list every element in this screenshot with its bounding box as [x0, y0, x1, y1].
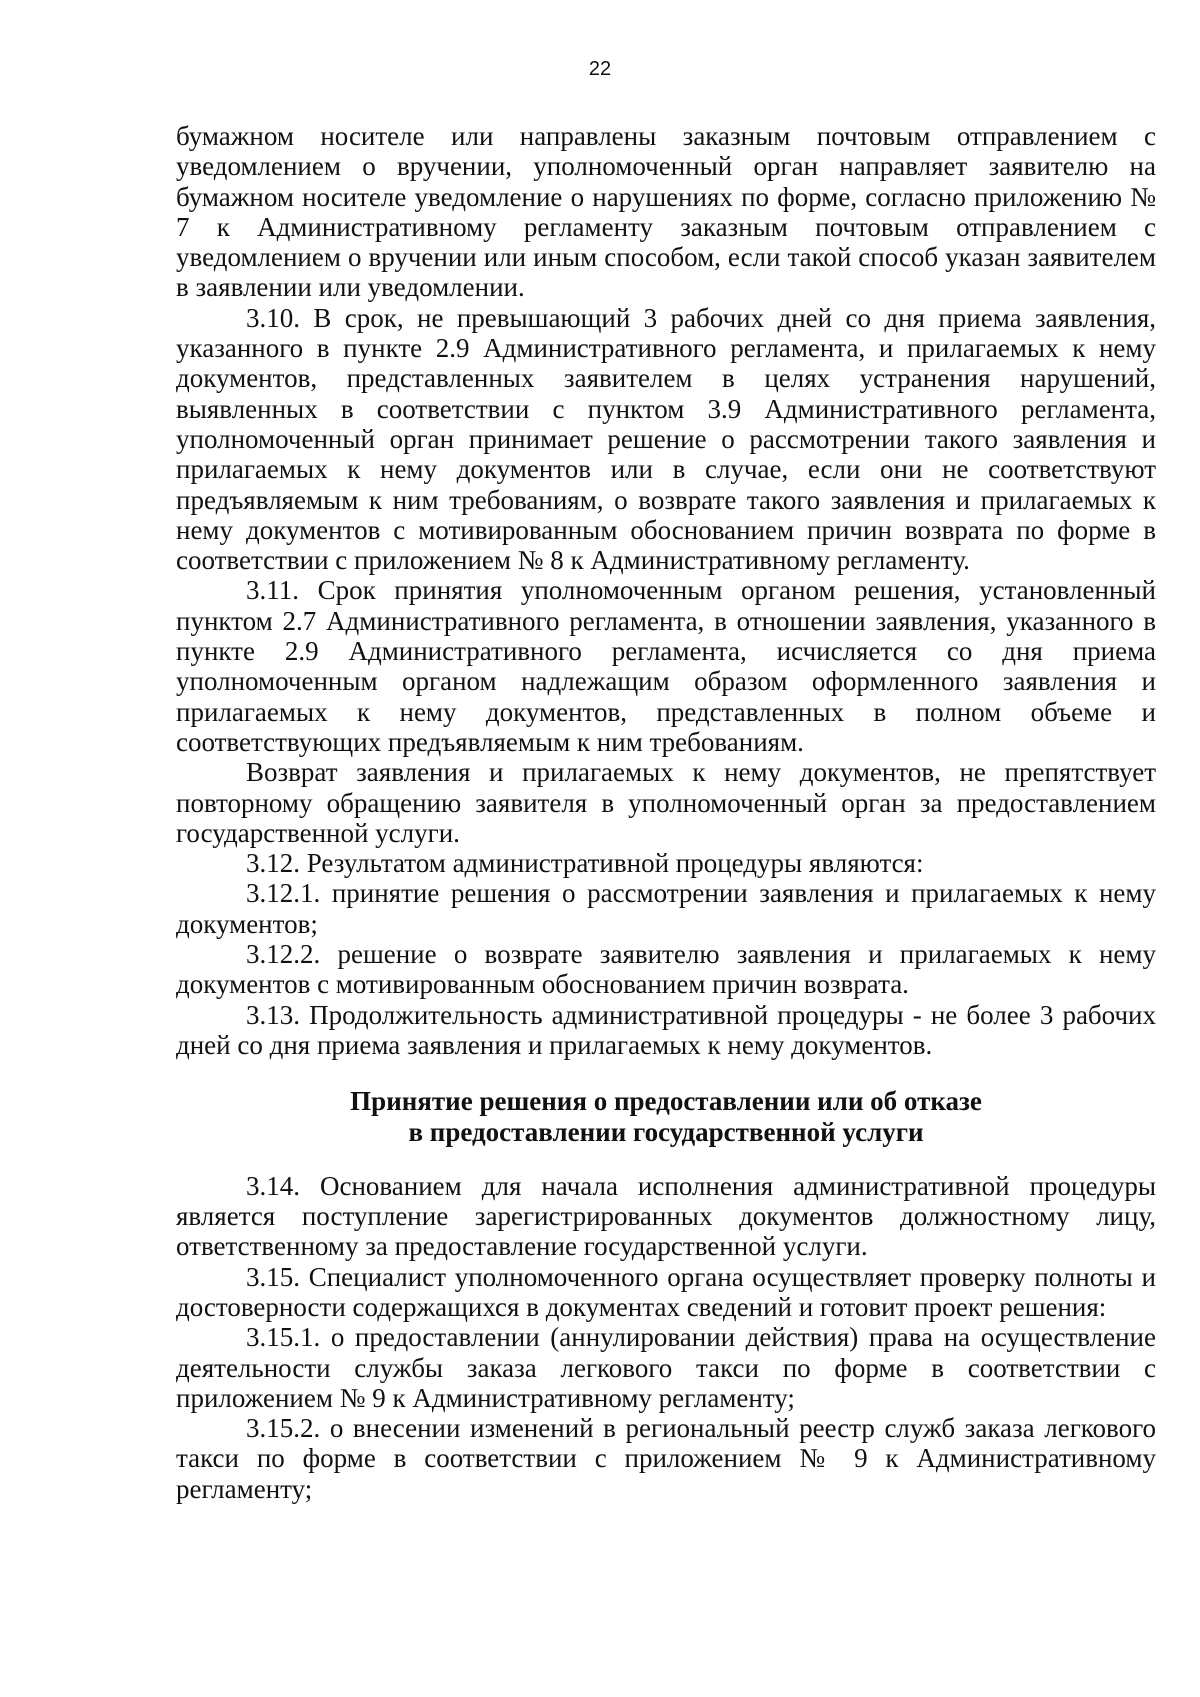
paragraph-3-11: 3.11. Срок принятия уполномоченным органом решения, установленный пунктом 2.7 Административного регламента, в отношении заявления, указанного в пункте 2.9 Административного регламента, исчисляется со дня приема уполномоченным органом надлежащим образом оформленного заявления и прилагаемых к нему документов, представленных в полном объеме и соответствующих предъявляемым к ним требованиям.	[176, 575, 1156, 757]
paragraph-3-15: 3.15. Специалист уполномоченного органа осуществляет проверку полноты и достоверности содержащихся в документах сведений и готовит проект решения:	[176, 1261, 1156, 1322]
paragraph-3-15-2: 3.15.2. о внесении изменений в региональный реестр служб заказа легкового такси по форме в соответствии с приложением № 9 к Административному регламенту;	[176, 1413, 1156, 1504]
paragraph-continuation: бумажном носителе или направлены заказным почтовым отправлением с уведомлением о вручении, уполномоченный орган направляет заявителю на бумажном носителе уведомление о нарушениях по форме, согласно приложению № 7 к Административному регламенту заказным почтовым отправлением с уведомлением о вручении или иным способом, если такой способ указан заявителем в заявлении или уведомлении.	[176, 121, 1156, 303]
paragraph-3-12-1: 3.12.1. принятие решения о рассмотрении заявления и прилагаемых к нему документов;	[176, 878, 1156, 939]
section-heading-line-2: в предоставлении государственной услуги	[408, 1116, 924, 1147]
paragraph-3-15-1: 3.15.1. о предоставлении (аннулировании действия) права на осуществление деятельности службы заказа легкового такси по форме в соответствии с приложением № 9 к Административному регламенту;	[176, 1322, 1156, 1413]
section-heading-line-1: Принятие решения о предоставлении или об отказе	[350, 1086, 982, 1117]
paragraph-3-12: 3.12. Результатом административной процедуры являются:	[246, 848, 924, 879]
paragraph-return: Возврат заявления и прилагаемых к нему документов, не препятствует повторному обращению заявителя в уполномоченный орган за предоставлением государственной услуги.	[176, 757, 1156, 848]
page-number: 22	[588, 58, 612, 80]
section-heading	[176, 1086, 1156, 1147]
paragraph-3-12-2: 3.12.2. решение о возврате заявителю заявления и прилагаемых к нему документов с мотивированным обоснованием причин возврата.	[176, 939, 1156, 1000]
paragraph-3-10: 3.10. В срок, не превышающий 3 рабочих дней со дня приема заявления, указанного в пункте 2.9 Административного регламента, и прилагаемых к нему документов, представленных заявителем в целях устранения нарушений, выявленных в соответствии с пунктом 3.9 Административного регламента, уполномоченный орган принимает решение о рассмотрении такого заявления и прилагаемых к нему документов или в случае, если они не соответствуют предъявляемым к ним требованиям, о возврате такого заявления и прилагаемых к нему документов с мотивированным обоснованием причин возврата по форме в соответствии с приложением № 8 к Административному регламенту.	[176, 302, 1156, 576]
document-body	[176, 121, 1156, 1504]
paragraph-3-14: 3.14. Основанием для начала исполнения административной процедуры является поступление зарегистрированных документов должностному лицу, ответственному за предоставление государственной услуги.	[176, 1170, 1156, 1262]
paragraph-3-13: 3.13. Продолжительность административной процедуры - не более 3 рабочих дней со дня приема заявления и прилагаемых к нему документов.	[176, 999, 1156, 1060]
